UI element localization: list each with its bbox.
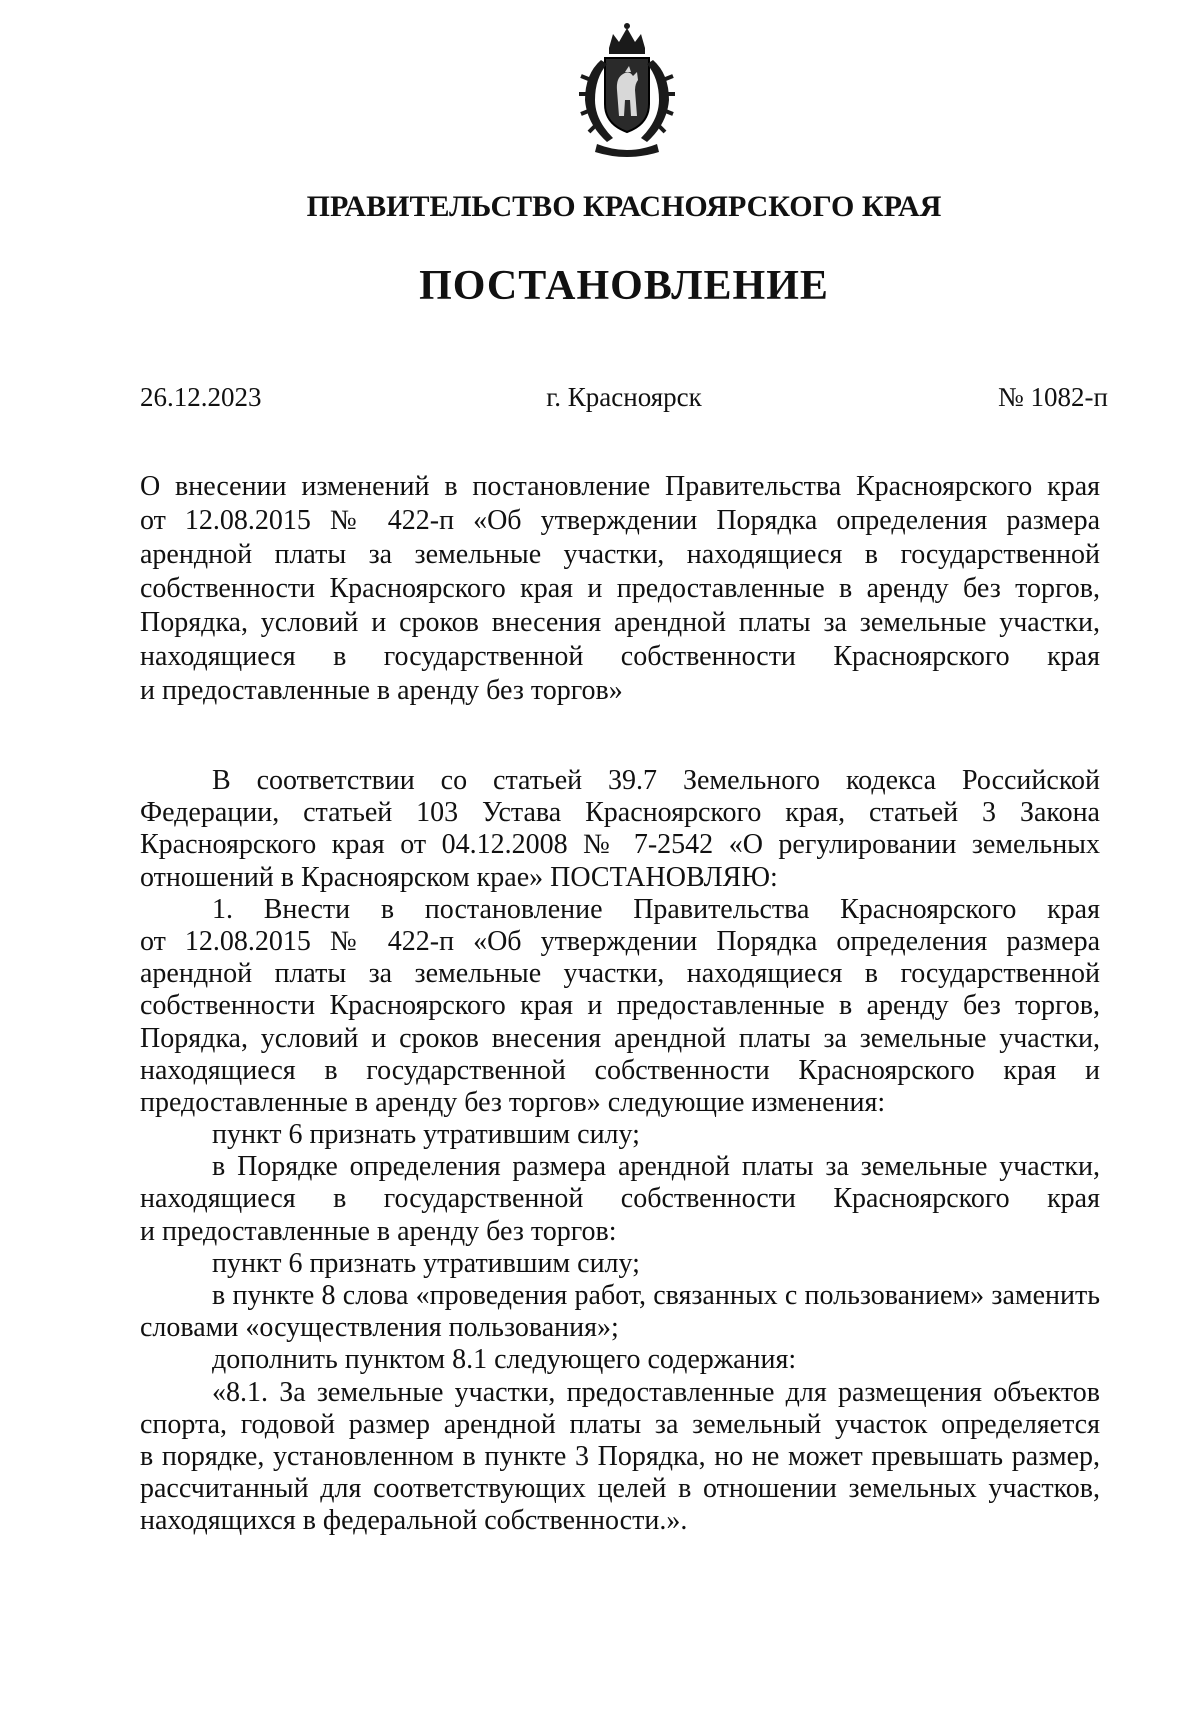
body-line: находящиеся в государственной собственности Красноярского края bbox=[140, 1183, 1100, 1215]
body-line: и предоставленные в аренду без торгов: bbox=[140, 1215, 617, 1247]
body-line: В соответствии со статьей 39.7 Земельного кодекса Российской bbox=[212, 765, 1100, 796]
subject-line: от 12.08.2015 № 422-п «Об утверждении Порядка определения размера bbox=[140, 505, 1100, 536]
body-line: собственности Красноярского края и предоставленные в аренду без торгов, bbox=[140, 990, 1100, 1022]
document-subject bbox=[140, 470, 1100, 708]
document-number: № 1082-п bbox=[998, 382, 1108, 412]
body-line: спорта, годовой размер арендной платы за земельный участок определяется bbox=[140, 1408, 1100, 1440]
body-line: от 12.08.2015 № 422-п «Об утверждении Порядка определения размера bbox=[140, 925, 1100, 957]
subject-line: арендной платы за земельные участки, находящиеся в государственной bbox=[140, 539, 1100, 570]
subject-line: Порядка, условий и сроков внесения арендной платы за земельные участки, bbox=[140, 607, 1100, 638]
body-line: находящиеся в государственной собственности Красноярского края и bbox=[140, 1054, 1100, 1086]
subject-line: и предоставленные в аренду без торгов» bbox=[140, 675, 623, 706]
body-line: 1. Внести в постановление Правительства Красноярского края bbox=[212, 893, 1100, 925]
document-date: 26.12.2023 bbox=[140, 382, 262, 412]
document-city: г. Красноярск bbox=[546, 382, 702, 412]
document-body bbox=[140, 765, 1100, 1538]
krasnoyarsk-coat-of-arms-icon bbox=[567, 20, 687, 160]
body-line: находящихся в федеральной собственности.». bbox=[140, 1505, 688, 1537]
body-line: дополнить пунктом 8.1 следующего содержания: bbox=[212, 1344, 797, 1376]
body-line: в пункте 8 слова «проведения работ, связанных с пользованием» заменить bbox=[212, 1280, 1100, 1311]
body-line: в Порядке определения размера арендной платы за земельные участки, bbox=[212, 1151, 1100, 1183]
document-meta-row bbox=[140, 382, 1108, 418]
subject-line: находящиеся в государственной собственности Красноярского края bbox=[140, 641, 1100, 672]
body-line: Порядка, условий и сроков внесения арендной платы за земельные участки, bbox=[140, 1022, 1100, 1054]
body-line: рассчитанный для соответствующих целей в отношении земельных участков, bbox=[140, 1473, 1100, 1505]
body-line: в порядке, установленном в пункте 3 Порядка, но не может превышать размер, bbox=[140, 1440, 1100, 1472]
body-line: Федерации, статьей 103 Устава Красноярского края, статьей 3 Закона bbox=[140, 797, 1100, 829]
body-line: словами «осуществления пользования»; bbox=[140, 1312, 619, 1344]
document-type-title: ПОСТАНОВЛЕНИЕ bbox=[419, 263, 829, 309]
body-line: предоставленные в аренду без торгов» следующие изменения: bbox=[140, 1086, 886, 1118]
body-line: Красноярского края от 04.12.2008 № 7-2542 «О регулировании земельных bbox=[140, 829, 1100, 861]
body-line: пункт 6 признать утратившим силу; bbox=[212, 1119, 640, 1151]
organization-name: ПРАВИТЕЛЬСТВО КРАСНОЯРСКОГО КРАЯ bbox=[306, 190, 942, 223]
body-line: пункт 6 признать утратившим силу; bbox=[212, 1247, 640, 1279]
subject-line: собственности Красноярского края и предоставленные в аренду без торгов, bbox=[140, 573, 1100, 604]
body-line: арендной платы за земельные участки, находящиеся в государственной bbox=[140, 958, 1100, 990]
subject-line: О внесении изменений в постановление Правительства Красноярского края bbox=[140, 471, 1100, 502]
body-line: «8.1. За земельные участки, предоставленные для размещения объектов bbox=[212, 1376, 1100, 1408]
body-line: отношений в Красноярском крае» ПОСТАНОВЛЯЮ: bbox=[140, 861, 778, 893]
